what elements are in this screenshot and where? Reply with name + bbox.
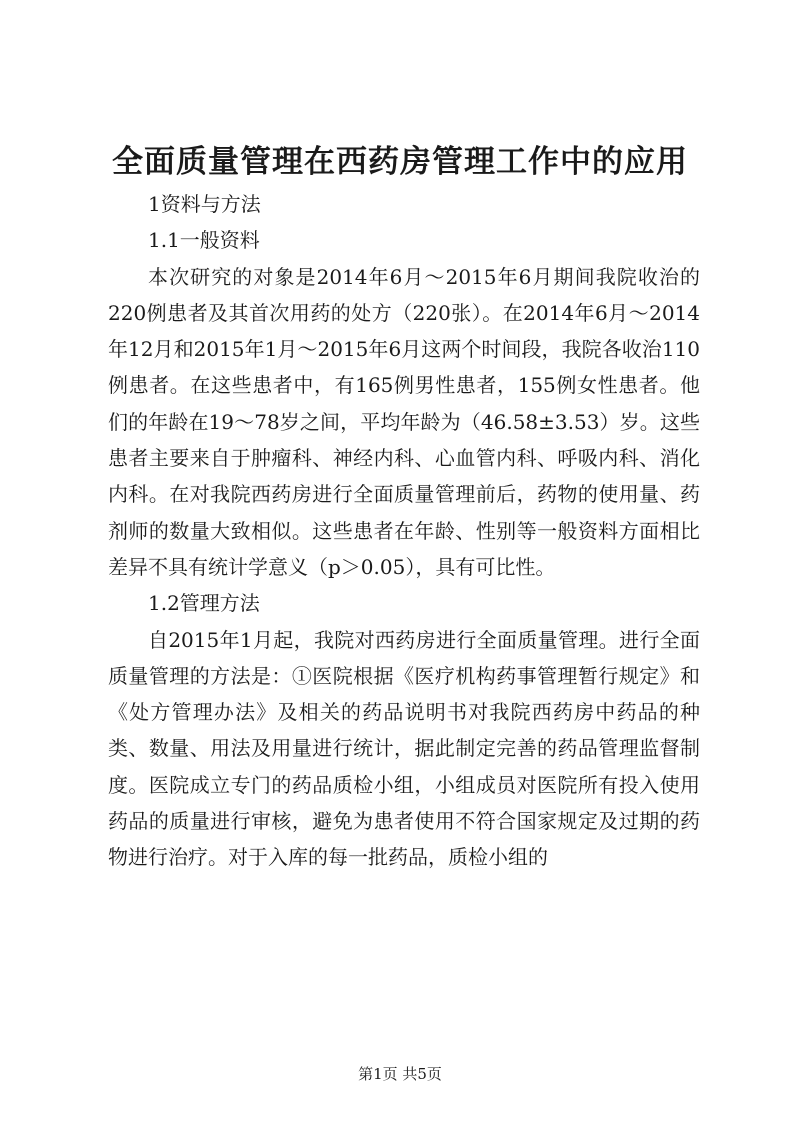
document-body xyxy=(108,186,700,876)
section-heading: 1资料与方法 xyxy=(148,192,261,216)
page-footer: 第1页 共5页 xyxy=(358,1065,442,1083)
document-title: 全面质量管理在西药房管理工作中的应用 xyxy=(112,144,688,180)
subsection-heading: 1.1一般资料 xyxy=(148,228,260,253)
paragraph: 本次研究的对象是2014年6月～2015年6月期间我院收治的220例患者及其首次用药的处方（220张）。在2014年6月～2014年12月和2015年1月～2015年6月这两个时间段，我院各收治110例患者。在这些患者中，有165例男性患者，155例女性患者。他们的年龄在19～78岁之间，平均年龄为（46.58±3.53）岁。这些患者主要来自于肿瘤科、神经内科、心血管内科、呼吸内科、消化内科。在对我院西药房进行全面质量管理前后，药物的使用量、药剂师的数量大致相似。这些患者在年龄、性别等一般资料方面相比差异不具有统计学意义（p＞0.05），具有可比性。 xyxy=(108,264,700,579)
paragraph: 自2015年1月起，我院对西药房进行全面质量管理。进行全面质量管理的方法是：①医院根据《医疗机构药事管理暂行规定》和《处方管理办法》及相关的药品说明书对我院西药房中药品的种类、数量、用法及用量进行统计，据此制定完善的药品管理监督制度。医院成立专门的药品质检小组，小组成员对医院所有投入使用药品的质量进行审核，避免为患者使用不符合国家规定及过期的药物进行治疗。对于入库的每一批药品，质检小组的 xyxy=(108,627,700,870)
subsection-heading: 1.2管理方法 xyxy=(148,591,260,616)
